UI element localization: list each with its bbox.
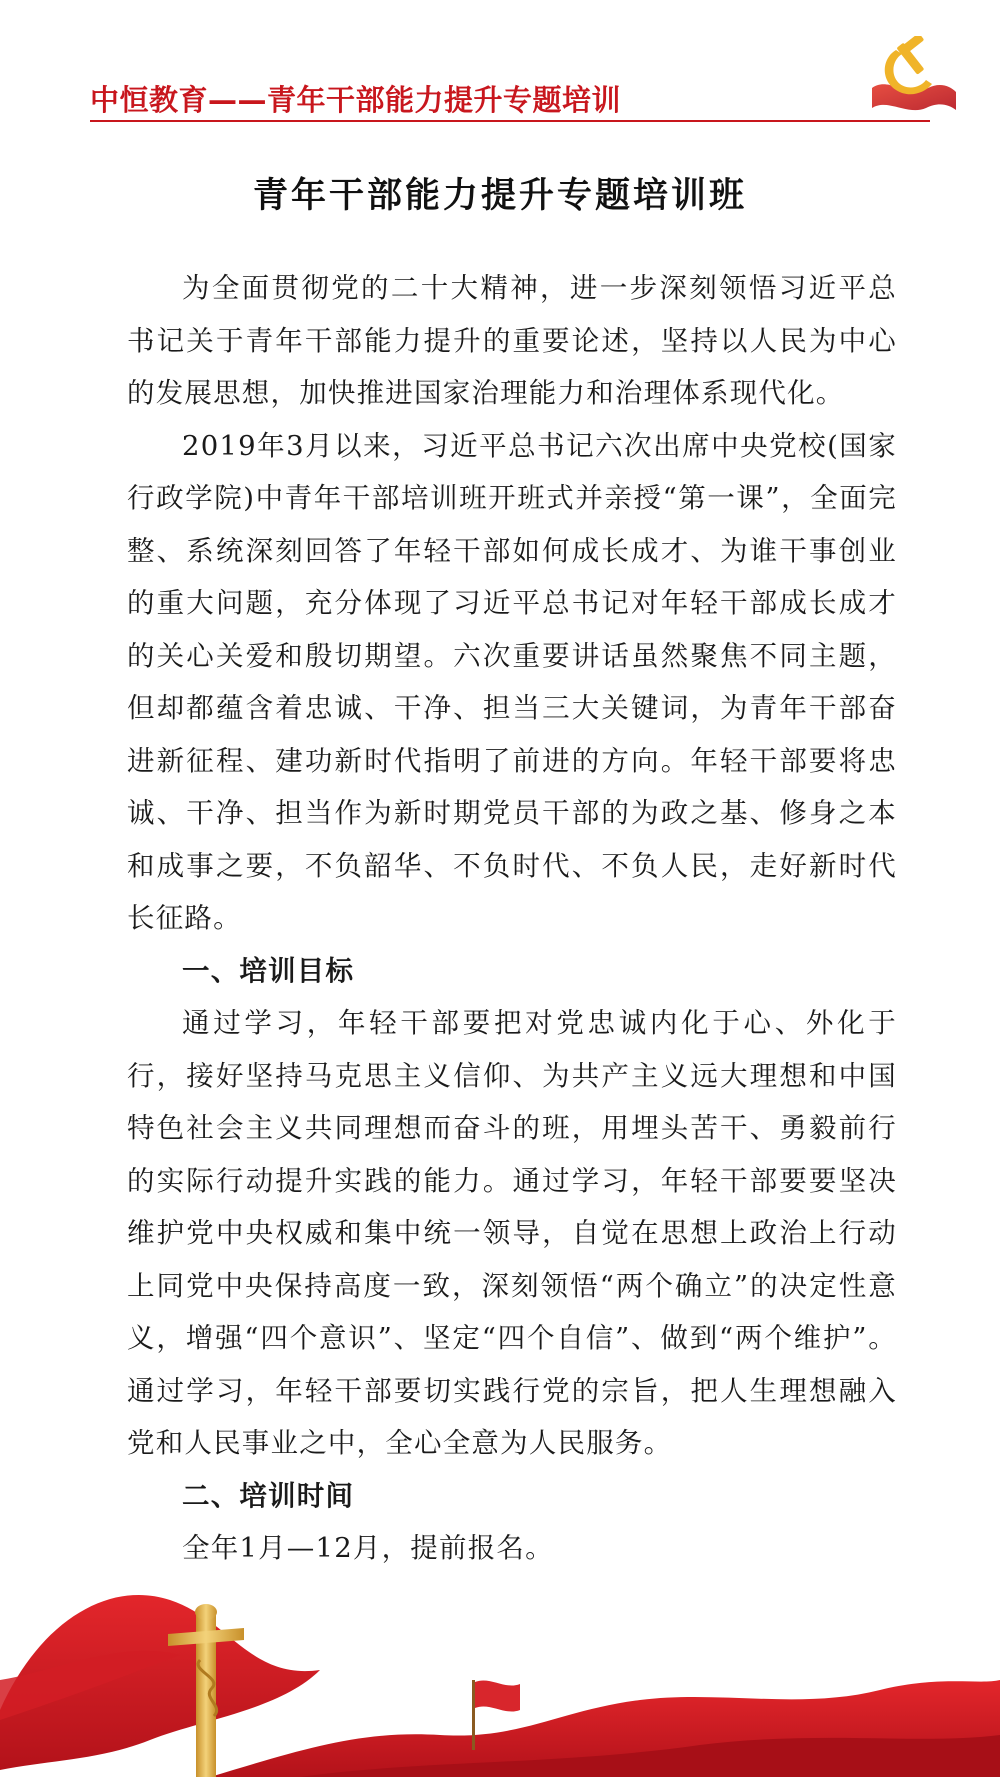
document-title: 青年干部能力提升专题培训班 — [252, 175, 747, 216]
header-divider — [90, 120, 930, 122]
red-flag-huabiao-icon — [0, 1560, 1000, 1777]
page-header — [90, 70, 930, 130]
section-paragraph-time: 全年1月—12月，提前报名。 — [182, 1532, 554, 1564]
section-heading-goals: 一、培训目标 — [182, 954, 355, 987]
section-paragraph-goals: 通过学习，年轻干部要把对党忠诚内化于心、外化于行，接好坚持马克思主义信仰、为共产主义远大理想和中国特色社会主义共同理想而奋斗的班，用埋头苦干、勇毅前行的实际行动提升实践的能力。通过学习，年轻干部要要坚决维护党中央权威和集中统一领导，自觉在思想上政治上行动上同党中央保持高度一致，深刻领悟“两个确立”的决定性意义，增强“四个意识”、坚定“四个自信”、做到“两个维护”。通过学习，年轻干部要切实践行党的宗旨，把人生理想融入党和人民事业之中，全心全意为人民服务。 — [127, 1007, 897, 1459]
intro-paragraph-1: 为全面贯彻党的二十大精神，进一步深刻领悟习近平总书记关于青年干部能力提升的重要论述，坚持以人民为中心的发展思想，加快推进国家治理能力和治理体系现代化。 — [127, 272, 897, 409]
intro-paragraph-2: 2019年3月以来，习近平总书记六次出席中央党校(国家行政学院)中青年干部培训班开班式并亲授“第一课”，全面完整、系统深刻回答了年轻干部如何成长成才、为谁干事创业的重大问题，充分体现了习近平总书记对年轻干部成长成才的关心关爱和殷切期望。六次重要讲话虽然聚焦不同主题，但却都蕴含着忠诚、干净、担当三大关键词，为青年干部奋进新征程、建功新时代指明了前进的方向。年轻干部要将忠诚、干净、担当作为新时期党员干部的为政之基、修身之本和成事之要，不负韶华、不负时代、不负人民，走好新时代长征路。 — [127, 429, 897, 934]
hammer-sickle-icon — [868, 36, 958, 116]
header-title: 中恒教育——青年干部能力提升专题培训 — [90, 83, 622, 117]
document-body — [127, 262, 897, 1575]
section-heading-time: 二、培训时间 — [182, 1479, 355, 1512]
